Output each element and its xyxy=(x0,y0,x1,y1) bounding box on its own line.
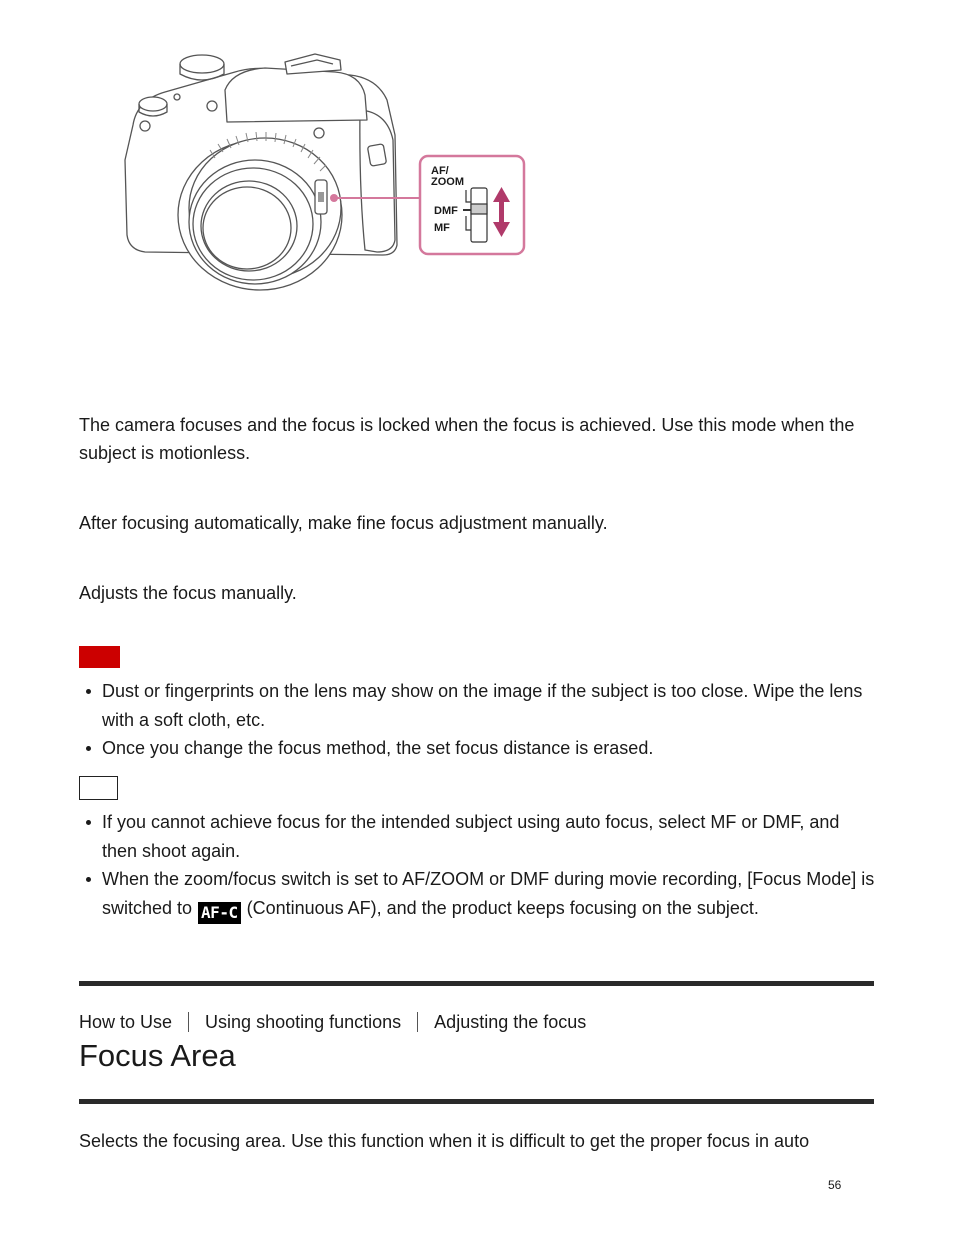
note-list xyxy=(79,677,879,763)
camera-illustration xyxy=(115,40,535,300)
breadcrumb-separator xyxy=(417,1012,418,1032)
afc-icon: AF-C xyxy=(198,902,241,924)
list-item xyxy=(79,865,879,924)
dmf-description: After focusing automatically, make fine focus adjustment manually. xyxy=(79,513,608,533)
page-number: 56 xyxy=(828,1178,842,1192)
breadcrumb-item-how-to-use[interactable]: How to Use xyxy=(79,1012,173,1032)
switch-label-dmf: DMF xyxy=(434,205,458,217)
af-description: The camera focuses and the focus is locked when the focus is achieved. Use this mode when the subject is motionless. xyxy=(79,415,855,463)
list-item: Dust or fingerprints on the lens may show on the image if the subject is too close. Wipe the lens with a soft cloth, etc. xyxy=(79,677,879,734)
section-divider-bottom xyxy=(79,1099,874,1104)
hint-list xyxy=(79,808,879,924)
note-label-box xyxy=(79,646,120,668)
breadcrumb-item-adjusting-focus[interactable]: Adjusting the focus xyxy=(434,1012,587,1032)
hint-label-box xyxy=(79,776,118,800)
hint-text-after: (Continuous AF), and the product keeps focusing on the subject. xyxy=(246,897,759,918)
switch-label-af: AF/ xyxy=(431,165,449,177)
list-item: If you cannot achieve focus for the intended subject using auto focus, select MF or DMF, and then shoot again. xyxy=(79,808,879,865)
section-divider-top xyxy=(79,981,874,986)
breadcrumb-item-shooting-functions[interactable]: Using shooting functions xyxy=(205,1012,402,1032)
page-title: Focus Area xyxy=(79,1038,236,1073)
focus-area-intro: Selects the focusing area. Use this function when it is difficult to get the proper focus in auto xyxy=(79,1131,810,1151)
switch-label-mf: MF xyxy=(434,222,450,234)
list-item: Once you change the focus method, the set focus distance is erased. xyxy=(79,734,879,763)
mf-description: Adjusts the focus manually. xyxy=(79,583,297,603)
breadcrumb-separator xyxy=(188,1012,189,1032)
breadcrumb xyxy=(79,1010,586,1034)
switch-label-zoom: ZOOM xyxy=(431,176,464,188)
hint-text-before: When the zoom/focus switch is set to AF/ZOOM or DMF during movie recording, [Focus Mode] is switched to xyxy=(102,869,875,918)
